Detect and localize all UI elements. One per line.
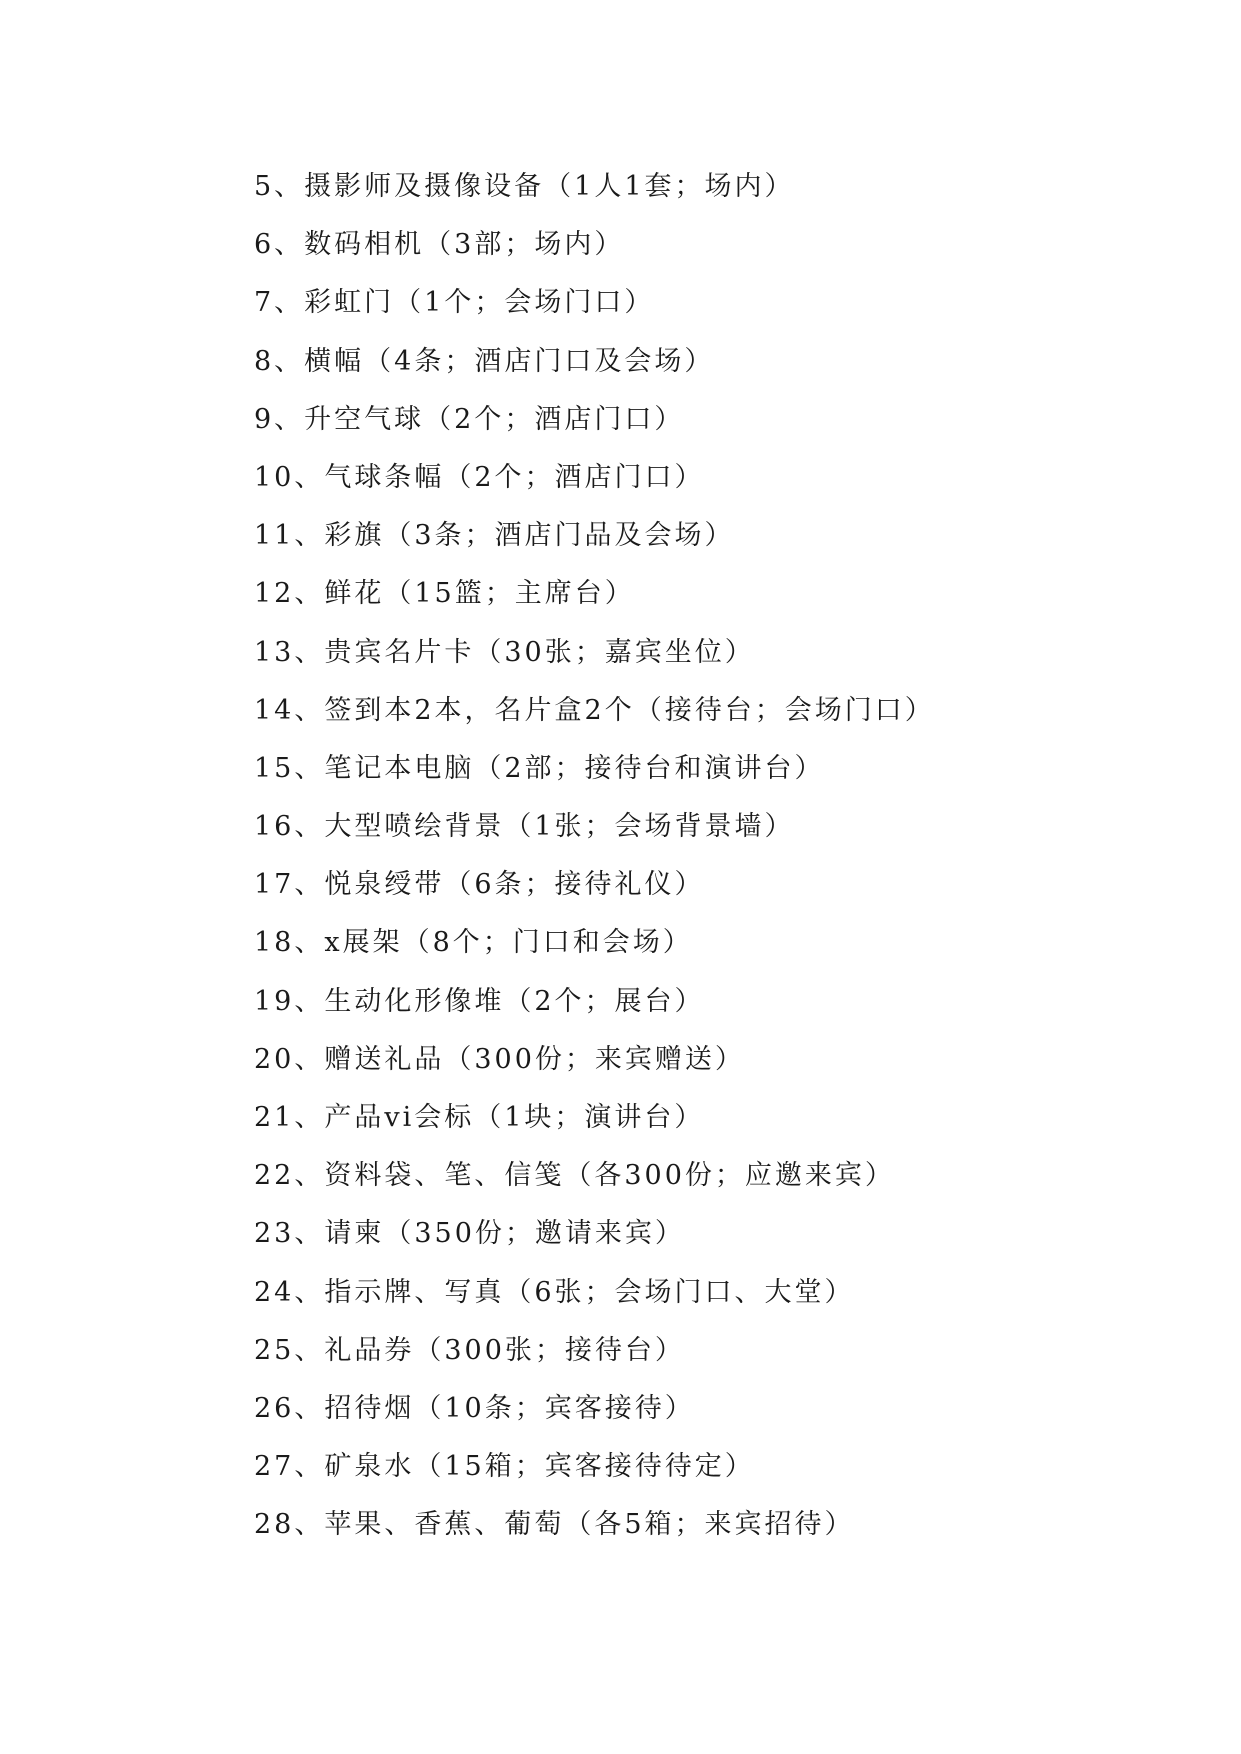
list-item: 18、x展架（8个；门口和会场） bbox=[254, 927, 693, 959]
list-item: 9、升空气球（2个；酒店门口） bbox=[254, 403, 685, 435]
list-item: 22、资料袋、笔、信笺（各300份；应邀来宾） bbox=[254, 1160, 895, 1192]
list-item: 23、请柬（350份；邀请来宾） bbox=[254, 1218, 685, 1250]
list-item: 28、苹果、香蕉、葡萄（各5箱；来宾招待） bbox=[254, 1509, 855, 1541]
list-item: 7、彩虹门（1个；会场门口） bbox=[254, 287, 655, 319]
list-item: 15、笔记本电脑（2部；接待台和演讲台） bbox=[254, 752, 825, 784]
list-item: 10、气球条幅（2个；酒店门口） bbox=[254, 461, 705, 493]
list-item: 12、鲜花（15篮；主席台） bbox=[254, 578, 635, 610]
list-item: 25、礼品券（300张；接待台） bbox=[254, 1334, 685, 1366]
list-item: 20、赠送礼品（300份；来宾赠送） bbox=[254, 1043, 745, 1075]
list-item: 26、招待烟（10条；宾客接待） bbox=[254, 1392, 695, 1424]
list-item: 17、悦泉绶带（6条；接待礼仪） bbox=[254, 869, 705, 901]
supply-list bbox=[254, 158, 935, 1555]
list-item: 24、指示牌、写真（6张；会场门口、大堂） bbox=[254, 1276, 855, 1308]
list-item: 16、大型喷绘背景（1张；会场背景墙） bbox=[254, 811, 795, 843]
list-item: 13、贵宾名片卡（30张；嘉宾坐位） bbox=[254, 636, 755, 668]
list-item: 14、签到本2本，名片盒2个（接待台；会场门口） bbox=[254, 694, 935, 726]
list-item: 21、产品vi会标（1块；演讲台） bbox=[254, 1102, 705, 1133]
list-item: 6、数码相机（3部；场内） bbox=[254, 229, 625, 261]
list-item: 8、横幅（4条；酒店门口及会场） bbox=[254, 345, 715, 377]
list-item: 11、彩旗（3条；酒店门品及会场） bbox=[254, 520, 735, 552]
list-item: 19、生动化形像堆（2个；展台） bbox=[254, 985, 705, 1017]
list-item: 5、摄影师及摄像设备（1人1套；场内） bbox=[254, 171, 795, 202]
list-item: 27、矿泉水（15箱；宾客接待待定） bbox=[254, 1451, 755, 1483]
